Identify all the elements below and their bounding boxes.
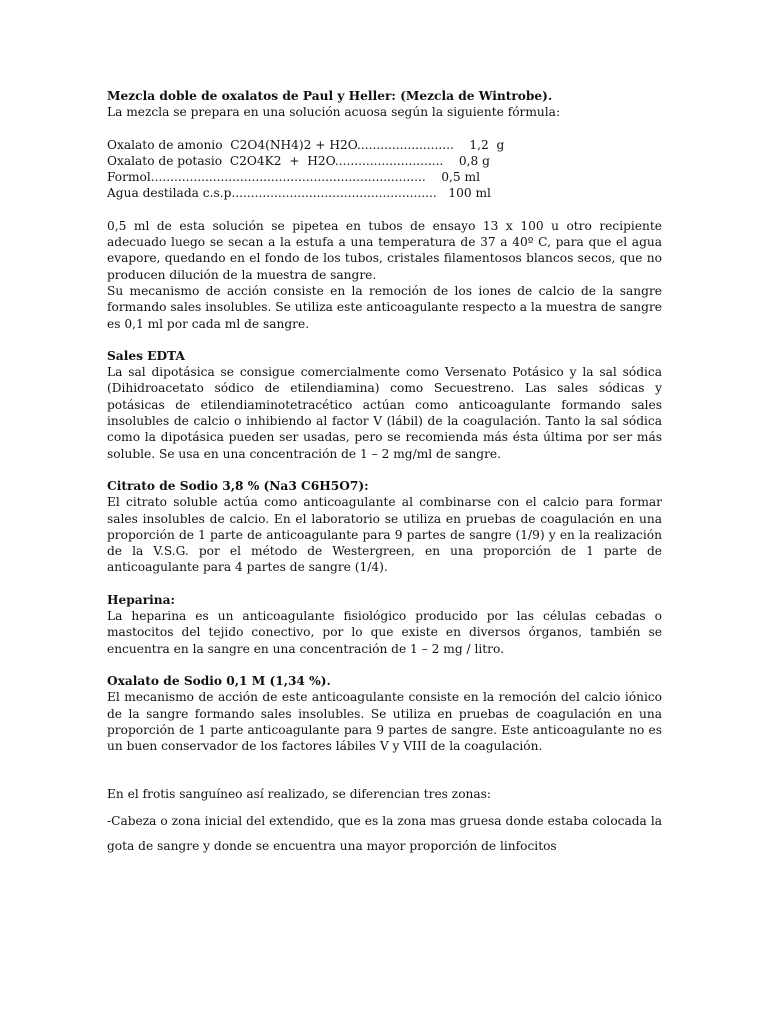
wintrobe-paragraph-2: Su mecanismo de acción consiste en la remoción de los iones de calcio de la sangre formando sales insolubles. Se utiliza este anticoagulante respecto a la muestra de sangre es 0,1 ml por cada ml de sangre. (107, 283, 662, 331)
citrato-body: El citrato soluble actúa como anticoagulante al combinarse con el calcio para formar sales insolubles de calcio. En el laboratorio se utiliza en pruebas de coagulación en una proporción de 1 parte de anticoagulante para 9 partes de sangre (1/9) y en la realización de la V.S.G. por el método de Westergreen, en una proporción de 1 parte de anticoagulante para 4 partes de sangre (1/4). (107, 495, 662, 575)
formula-row-formol: Formol....................................................................... 0,5 ml (107, 170, 481, 185)
document-page (107, 88, 662, 859)
formula-row-potasio: Oxalato de potasio C2O4K2 + H2O............................ 0,8 g (107, 153, 490, 168)
edta-body: La sal dipotásica se consigue comercialmente como Versenato Potásico y la sal sódica (Dihidroacetato sódico de etilendiamina) como Secuestreno. Las sales sódicas y potásicas de etilendiaminotetracético actúan como anticoagulante formando sales insolubles de calcio o inhibiendo al factor V (lábil) de la coagulación. Tanto la sal sódica como la dipotásica pueden ser usadas, pero se recomienda más ésta última por ser más soluble. Se usa en una concentración de 1 – 2 mg/ml de sangre. (107, 365, 662, 461)
doc-title: Mezcla doble de oxalatos de Paul y Heller: (Mezcla de Wintrobe). (107, 89, 553, 103)
wintrobe-paragraph-1: 0,5 ml de esta solución se pipetea en tubos de ensayo 13 x 100 u otro recipiente adecuado luego se secan a la estufa a una temperatura de 37 a 40º C, para que el agua evapore, quedando en el fondo de los tubos, cristales filamentosos blancos secos, que no producen dilución de la muestra de sangre. (107, 218, 662, 282)
formula-row-amonio: Oxalato de amonio C2O4(NH4)2 + H2O......................... 1,2 g (107, 137, 505, 152)
heparina-heading: Heparina: (107, 592, 175, 607)
oxalato-body: El mecanismo de acción de este anticoagulante consiste en la remoción del calcio iónico de la sangre formando sales insolubles. Se utiliza en pruebas de coagulación en una proporción de 1 parte anticoagulante para 9 partes de sangre. Este anticoagulante no es un buen conservador de los factores lábiles V y VIII de la coagulación. (107, 690, 662, 754)
frotis-zone-1: -Cabeza o zona inicial del extendido, que es la zona mas gruesa donde estaba colocada la gota de sangre y donde se encuentra una mayor proporción de linfocitos (107, 813, 662, 853)
citrato-heading: Citrato de Sodio 3,8 % (Na3 C6H5O7): (107, 478, 369, 493)
formula-row-agua: Agua destilada c.s.p..................................................... 100 ml (107, 186, 491, 201)
heparina-body: La heparina es un anticoagulante fisiológico producido por las células cebadas o mastocitos del tejido conectivo, por lo que existe en diversos órganos, también se encuentra en la sangre en una concentración de 1 – 2 mg / litro. (107, 609, 662, 656)
frotis-intro: En el frotis sanguíneo así realizado, se diferencian tres zonas: (107, 787, 492, 802)
formula-table (107, 137, 662, 202)
intro-text: La mezcla se prepara en una solución acuosa según la siguiente fórmula: (107, 105, 561, 120)
edta-heading: Sales EDTA (107, 348, 185, 363)
oxalato-heading: Oxalato de Sodio 0,1 M (1,34 %). (107, 673, 331, 688)
